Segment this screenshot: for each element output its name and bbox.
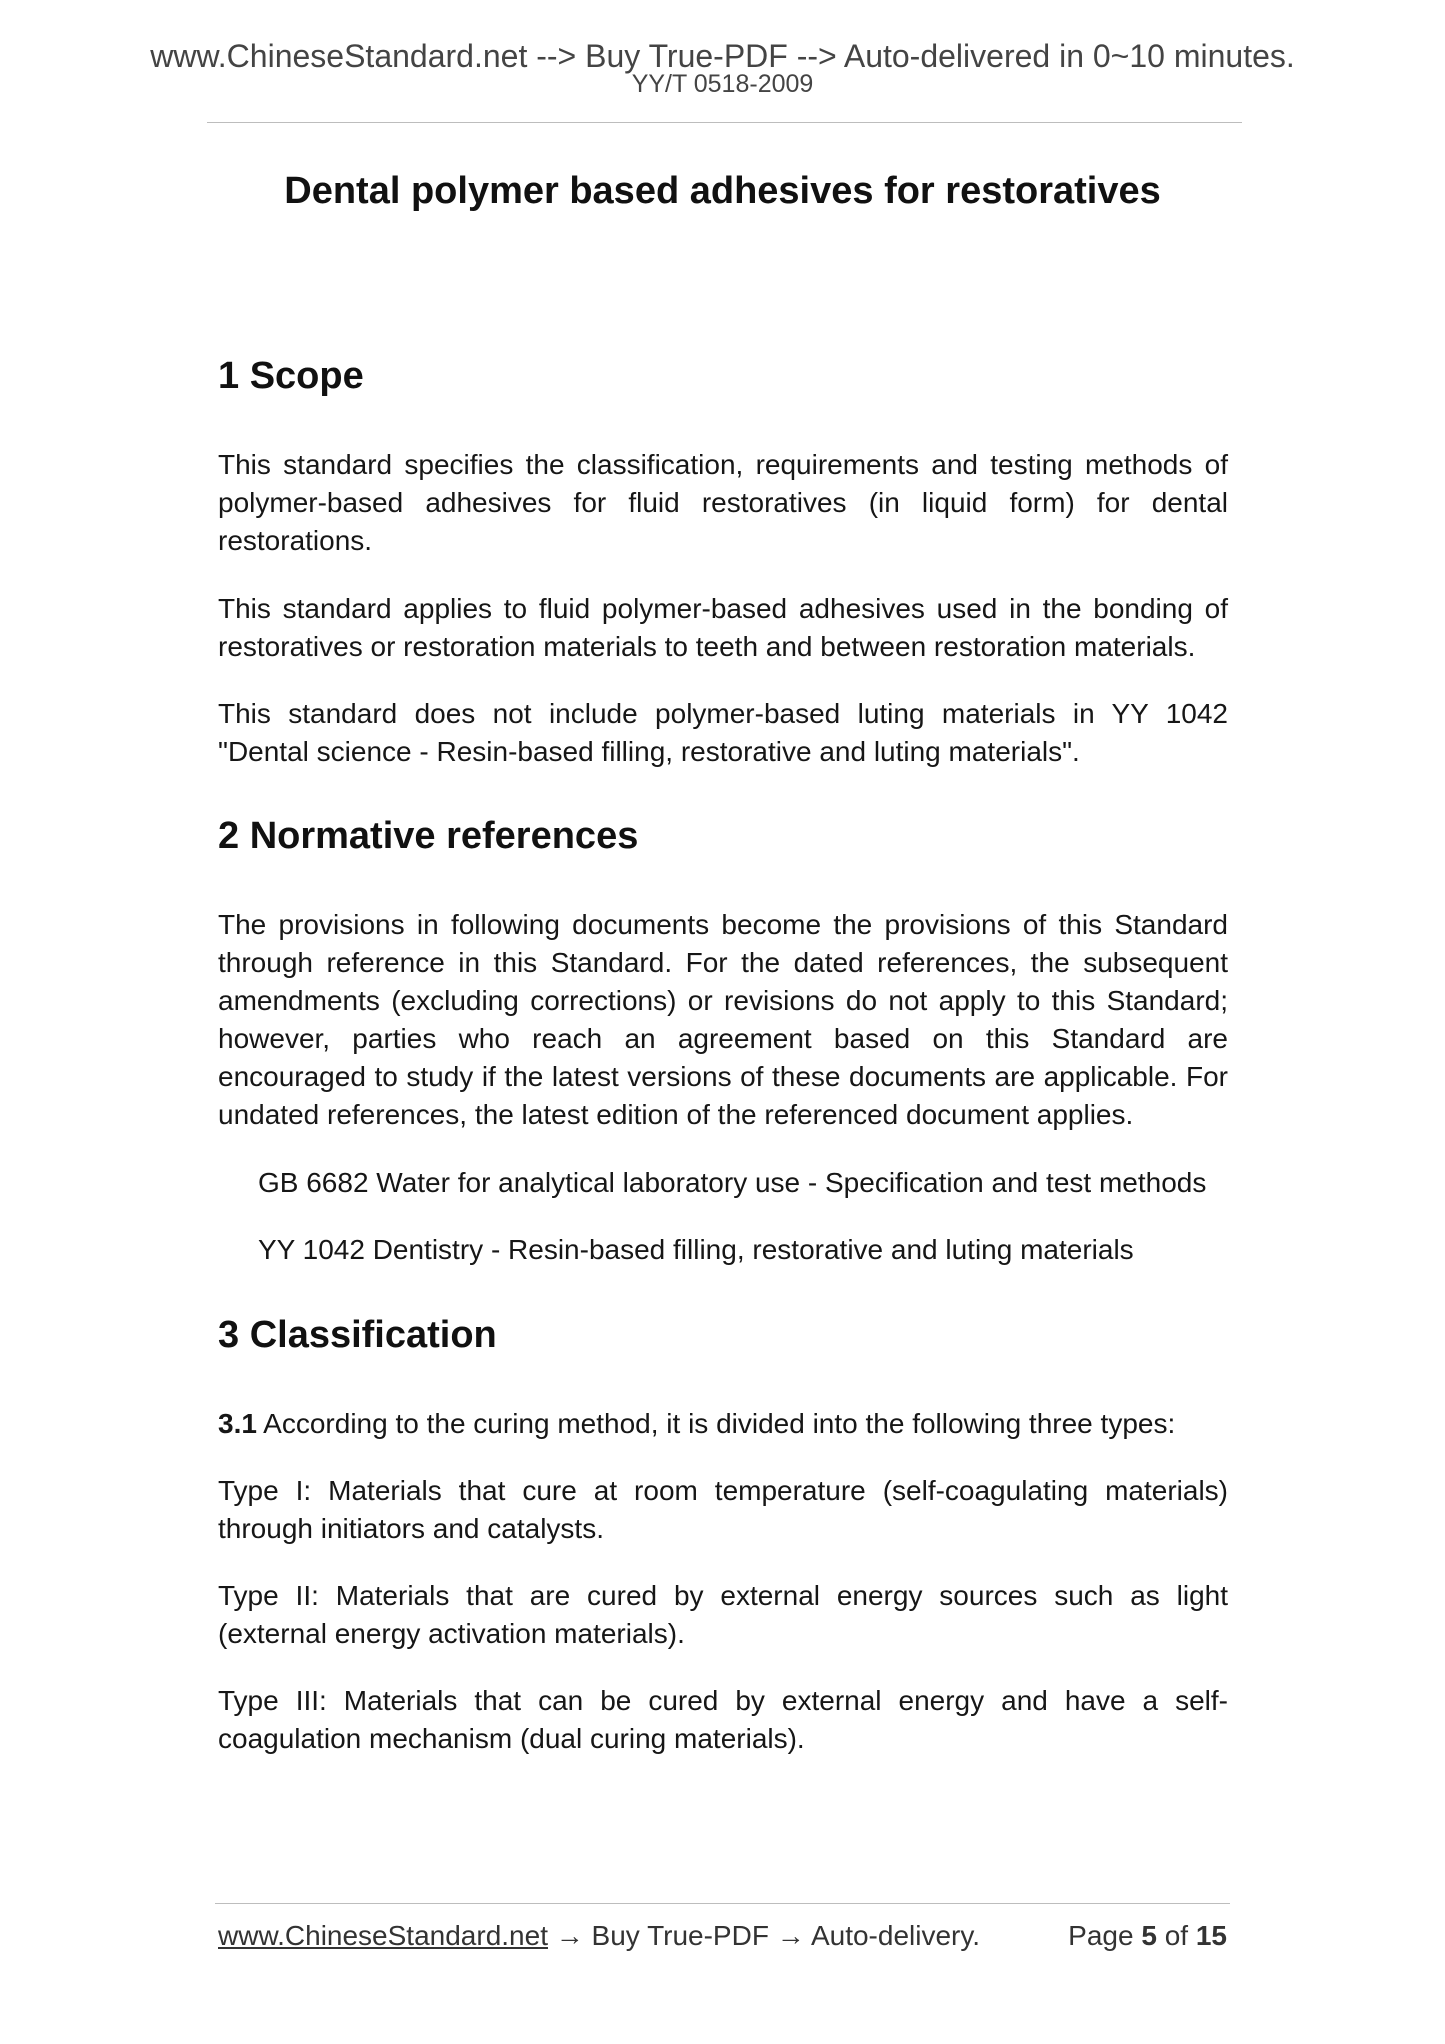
section-heading-classification: 3 Classification bbox=[218, 1314, 497, 1356]
document-title: Dental polymer based adhesives for restoratives bbox=[284, 170, 1161, 212]
arrow-right-icon: → bbox=[776, 1920, 805, 1951]
type-2-paragraph: Type II: Materials that are cured by external energy sources such as light (external energy activation materials). bbox=[218, 1580, 1228, 1649]
type-3-paragraph: Type III: Materials that can be cured by external energy and have a self-coagulation mechanism (dual curing materials). bbox=[218, 1685, 1228, 1754]
reference-item: YY 1042 Dentistry - Resin-based filling, restorative and luting materials bbox=[258, 1234, 1134, 1265]
footer-divider bbox=[215, 1903, 1230, 1904]
footer-buy-text: Buy True-PDF bbox=[591, 1920, 769, 1951]
section-heading-scope: 1 Scope bbox=[218, 355, 364, 397]
footer-promo bbox=[218, 1920, 980, 1952]
clause-text: According to the curing method, it is divided into the following three types: bbox=[256, 1408, 1176, 1439]
scope-paragraph-2: This standard applies to fluid polymer-based adhesives used in the bonding of restoratives or restoration materials to teeth and between restoration materials. bbox=[218, 593, 1228, 662]
section-heading-normative-references: 2 Normative references bbox=[218, 815, 639, 857]
scope-paragraph-3: This standard does not include polymer-based luting materials in YY 1042 "Dental science - Resin-based filling, restorative and luting materials". bbox=[218, 698, 1228, 767]
page-indicator bbox=[1068, 1920, 1227, 1952]
of-label: of bbox=[1164, 1920, 1189, 1951]
top-banner: www.ChineseStandard.net --> Buy True-PDF --> Auto-delivered in 0~10 minutes. bbox=[150, 38, 1295, 74]
footer-delivery-text: Auto-delivery. bbox=[810, 1920, 981, 1951]
normative-paragraph: The provisions in following documents become the provisions of this Standard through reference in this Standard. For the dated references, the subsequent amendments (excluding corrections) or revisions do not apply to this Standard; however, parties who reach an agreement based on this Standard are encouraged to study if the latest versions of these documents are applicable. For undated references, the latest edition of the referenced document applies. bbox=[218, 909, 1228, 1130]
page-label: Page bbox=[1068, 1920, 1134, 1951]
reference-item: GB 6682 Water for analytical laboratory use - Specification and test methods bbox=[258, 1167, 1207, 1198]
clause-number: 3.1 bbox=[218, 1408, 257, 1439]
scope-paragraph-1: This standard specifies the classification, requirements and testing methods of polymer-based adhesives for fluid restoratives (in liquid form) for dental restorations. bbox=[218, 449, 1228, 556]
header-divider bbox=[207, 122, 1242, 123]
arrow-right-icon: → bbox=[555, 1920, 584, 1951]
type-1-paragraph: Type I: Materials that cure at room temperature (self-coagulating materials) through initiators and catalysts. bbox=[218, 1475, 1228, 1544]
footer-site-link[interactable]: www.ChineseStandard.net bbox=[218, 1920, 548, 1951]
page-number: 5 bbox=[1141, 1920, 1157, 1951]
clause-3-1 bbox=[218, 1405, 1228, 1443]
page-total: 15 bbox=[1195, 1920, 1227, 1951]
document-code: YY/T 0518-2009 bbox=[631, 70, 814, 98]
